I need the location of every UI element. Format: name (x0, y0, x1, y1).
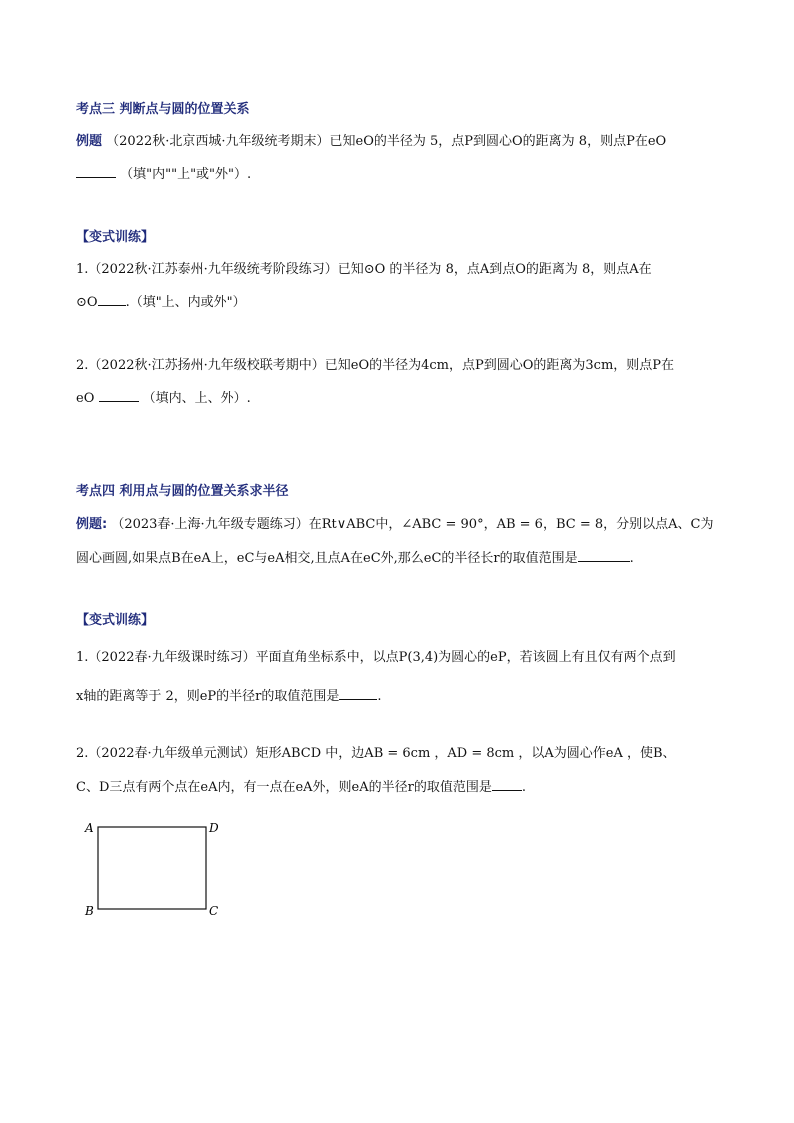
example-text: （2023春·上海·九年级专题练习）在Rt∨ABC中，∠ABC = 90°，AB = 6，BC = 8，分别以点A、C为 (111, 517, 714, 532)
rectangle-abcd-figure (78, 815, 238, 925)
vertex-label-d: D (209, 821, 219, 835)
vertex-label-c: C (209, 904, 219, 918)
q2-text: C、D三点有两个点在eA内，有一点在eA外，则eA的半径r的取值范围是 (76, 780, 492, 795)
section4-q2-line1: 2.（2022春·九年级单元测试）矩形ABCD 中，边AB = 6cm ，AD = 8cm ，以A为圆心作eA ，使B、 (76, 746, 676, 761)
period: . (521, 780, 526, 795)
answer-blank (339, 687, 377, 700)
example-text: （2022秋·北京西城·九年级统考期末）已知eO的半径为 5，点P到圆心O的距离为 8，则点P在eO (106, 134, 667, 149)
section3-q1-line1: 1.（2022秋·江苏泰州·九年级统考阶段练习）已知⊙O 的半径为 8，点A到点O的距离为 8，则点A在 (76, 262, 652, 277)
answer-blank (98, 293, 126, 306)
example-tag: 例题 (76, 134, 103, 149)
circle-symbol: ⊙O (76, 295, 98, 310)
period: . (629, 551, 634, 566)
section3-practice-heading: 【变式训练】 (76, 230, 155, 245)
example-tag: 例题: (76, 517, 108, 532)
q1-text: x轴的距离等于 2，则eP的半径r的取值范围是 (76, 689, 340, 704)
example-text: 圆心画圆,如果点B在eA上，eC与eA相交,且点A在eC外,那么eC的半径长r的取值范围是 (76, 551, 578, 566)
example-text-suffix: （填"内""上"或"外"）. (120, 167, 252, 182)
answer-blank (492, 778, 522, 791)
section4-practice-heading: 【变式训练】 (76, 613, 155, 628)
answer-blank (76, 165, 116, 178)
answer-blank (99, 389, 139, 402)
vertex-label-a: A (85, 821, 94, 835)
section4-example-line2 (76, 549, 734, 568)
q2-suffix: （填内、上、外）. (142, 391, 251, 406)
rectangle-shape (98, 827, 206, 909)
circle-symbol: eO (76, 391, 95, 406)
section3-example-line2 (76, 165, 734, 184)
q1-suffix: .（填"上、内或外"） (125, 295, 246, 310)
section3-example-line1 (76, 133, 734, 151)
section4-heading: 考点四 利用点与圆的位置关系求半径 (76, 484, 289, 499)
answer-blank (578, 549, 630, 562)
vertex-label-b: B (85, 904, 94, 918)
period: . (377, 689, 382, 704)
section3-q1-line2 (76, 293, 734, 312)
section3-q2-line1: 2.（2022秋·江苏扬州·九年级校联考期中）已知eO的半径为4cm，点P到圆心O的距离为3cm，则点P在 (76, 358, 675, 373)
section4-example-line1 (76, 516, 734, 534)
section3-q2-line2 (76, 389, 734, 408)
section4-q1-line1: 1.（2022春·九年级课时练习）平面直角坐标系中，以点P(3,4)为圆心的eP，若该圆上有且仅有两个点到 (76, 650, 676, 665)
section3-heading: 考点三 判断点与圆的位置关系 (76, 102, 250, 117)
section4-q2-line2 (76, 778, 734, 797)
section4-q1-line2 (76, 687, 734, 706)
